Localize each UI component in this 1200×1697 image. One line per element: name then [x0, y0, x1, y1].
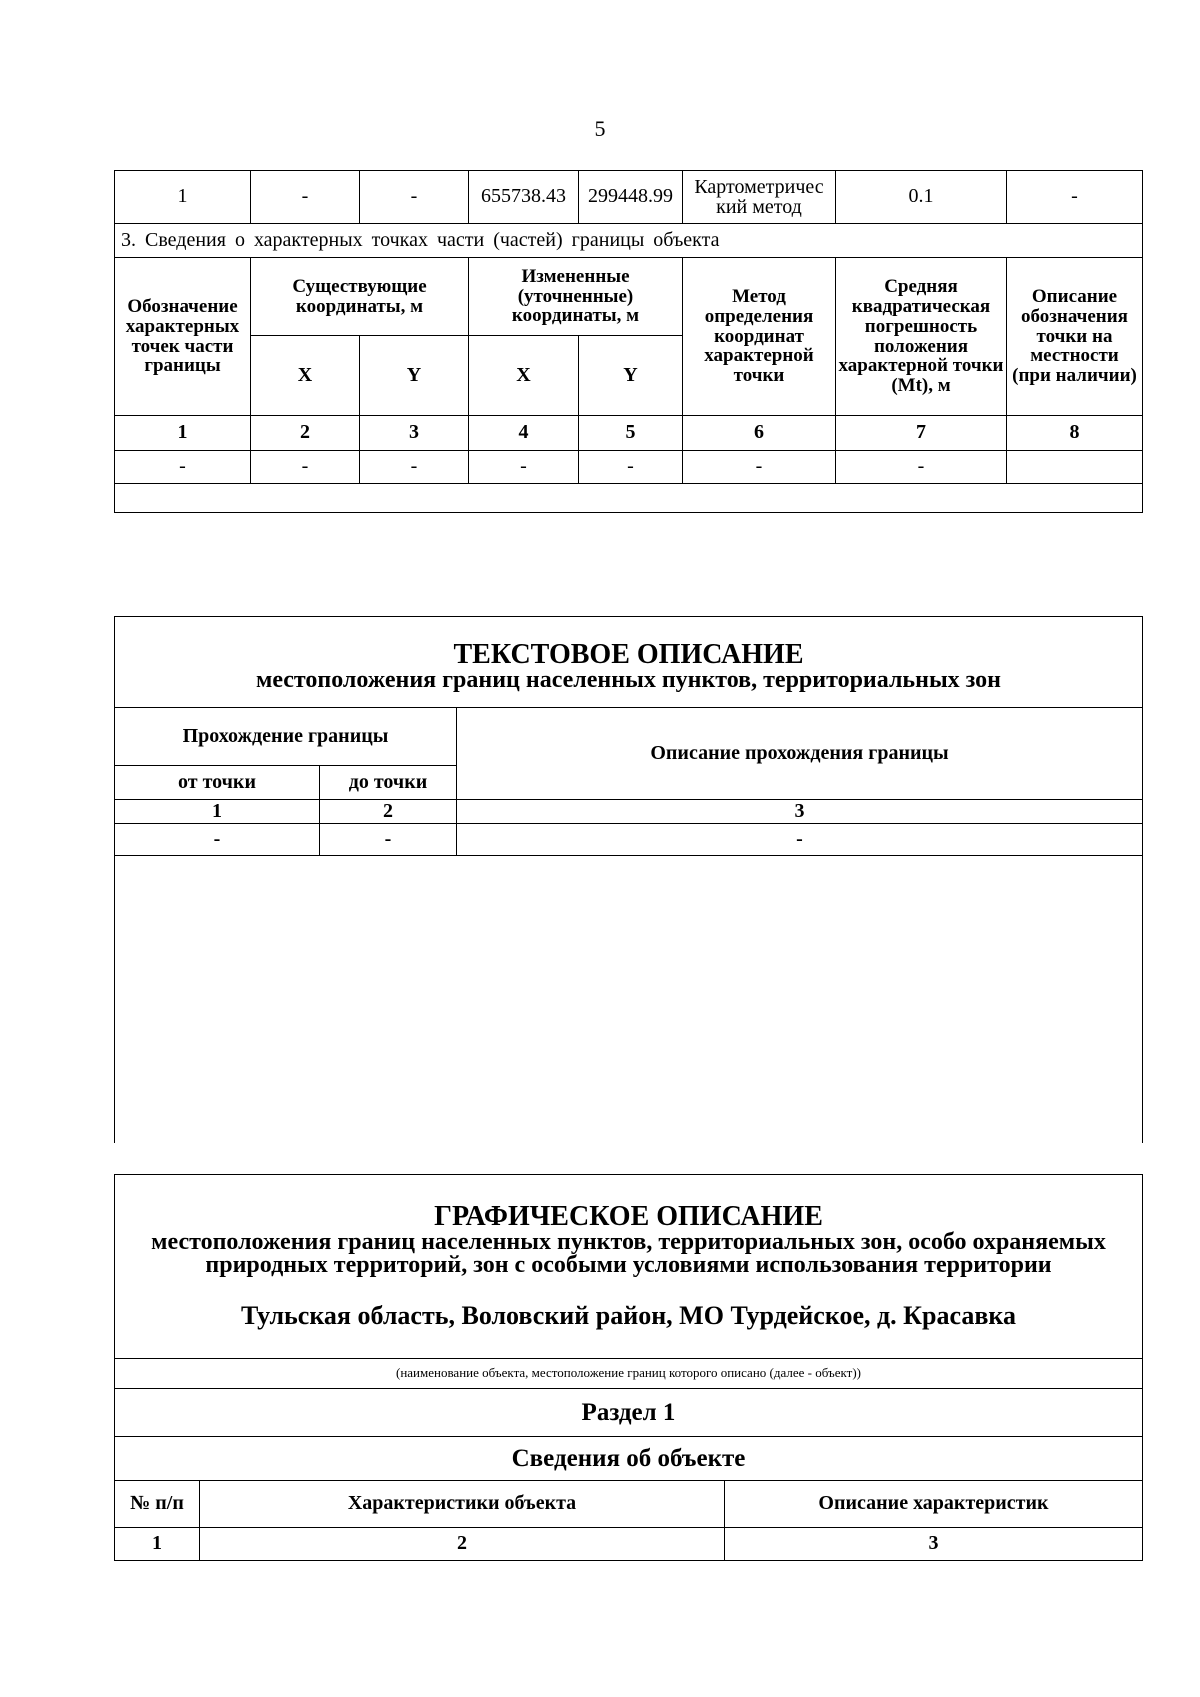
- header-characteristics: Характеристики объекта: [200, 1481, 725, 1528]
- table-row: [115, 800, 1143, 824]
- header-y: Y: [579, 336, 683, 416]
- header-point-designation: Обозначение характерных точек части границы: [115, 258, 251, 416]
- column-number: 2: [251, 416, 360, 451]
- table-cell: -: [320, 824, 457, 856]
- graphic-description-table: [114, 1174, 1143, 1561]
- table-cell: -: [836, 451, 1007, 484]
- column-number: 6: [683, 416, 836, 451]
- table-cell: -: [579, 451, 683, 484]
- table-cell: Картометричес кий метод: [683, 171, 836, 224]
- table-row: [115, 171, 1143, 224]
- header-boundary-passage: Прохождение границы: [115, 708, 457, 766]
- column-number: 1: [115, 416, 251, 451]
- table-cell: -: [360, 451, 469, 484]
- column-number: 2: [200, 1528, 725, 1561]
- column-number: 3: [725, 1528, 1143, 1561]
- table-cell: -: [251, 451, 360, 484]
- table-cell: -: [457, 824, 1143, 856]
- table-cell: -: [360, 171, 469, 224]
- header-from-point: от точки: [115, 766, 320, 800]
- table-cell: -: [683, 451, 836, 484]
- header-x: X: [469, 336, 579, 416]
- table-cell: -: [251, 171, 360, 224]
- table-cell: 655738.43: [469, 171, 579, 224]
- header-changed-coords: Измененные (уточненные) координаты, м: [469, 258, 683, 336]
- header-boundary-description: Описание прохождения границы: [457, 708, 1143, 800]
- table-row: [115, 451, 1143, 484]
- header-characteristics-description: Описание характеристик: [725, 1481, 1143, 1528]
- text-description-title: ТЕКСТОВОЕ ОПИСАНИЕ: [453, 639, 804, 671]
- table-cell: 299448.99: [579, 171, 683, 224]
- table-row: [115, 824, 1143, 856]
- column-number: 1: [115, 800, 320, 824]
- header-x: X: [251, 336, 360, 416]
- table-cell: -: [469, 451, 579, 484]
- section-title: 3. Сведения о характерных точках части (частей) границы объекта: [115, 224, 1143, 258]
- coordinates-table: [114, 170, 1143, 513]
- table-cell: -: [115, 824, 320, 856]
- column-number: 5: [579, 416, 683, 451]
- object-name-note: (наименование объекта, местоположение границ которого описано (далее - объект)): [115, 1359, 1143, 1389]
- section-heading: Раздел 1: [115, 1389, 1143, 1437]
- object-location: Тульская область, Воловский район, МО Турдейское, д. Красавка: [241, 1300, 1016, 1330]
- graphic-description-subtitle: местоположения границ населенных пунктов, территориальных зон, особо охраняемых природных территорий, зон с особыми условиями использования территории: [151, 1229, 1106, 1279]
- header-error: Средняя квадратическая погрешность положения характерной точки (Mt), м: [836, 258, 1007, 416]
- table-row: [115, 1528, 1143, 1561]
- text-description-subtitle: местоположения границ населенных пунктов, территориальных зон: [255, 667, 1002, 694]
- column-number: 8: [1007, 416, 1143, 451]
- section-title: Сведения об объекте: [115, 1437, 1143, 1481]
- column-number: 1: [115, 1528, 200, 1561]
- blank-area: [115, 856, 1143, 1143]
- table-cell: [1007, 451, 1143, 484]
- column-number: 2: [320, 800, 457, 824]
- graphic-description-title: ГРАФИЧЕСКОЕ ОПИСАНИЕ: [434, 1201, 823, 1233]
- header-existing-coords: Существующие координаты, м: [251, 258, 469, 336]
- header-description: Описание обозначения точки на местности (при наличии): [1007, 258, 1143, 416]
- column-number: 3: [457, 800, 1143, 824]
- column-number: 3: [360, 416, 469, 451]
- column-number: 7: [836, 416, 1007, 451]
- text-description-table: [114, 616, 1143, 1143]
- header-row-number: № п/п: [115, 1481, 200, 1528]
- table-row: [115, 416, 1143, 451]
- column-number: 4: [469, 416, 579, 451]
- header-to-point: до точки: [320, 766, 457, 800]
- empty-row: [115, 484, 1143, 513]
- header-method: Метод определения координат характерной точки: [683, 258, 836, 416]
- table-cell: -: [1007, 171, 1143, 224]
- page-number: 5: [594, 116, 606, 141]
- header-y: Y: [360, 336, 469, 416]
- table-cell: -: [115, 451, 251, 484]
- table-cell: 1: [115, 171, 251, 224]
- table-cell: 0.1: [836, 171, 1007, 224]
